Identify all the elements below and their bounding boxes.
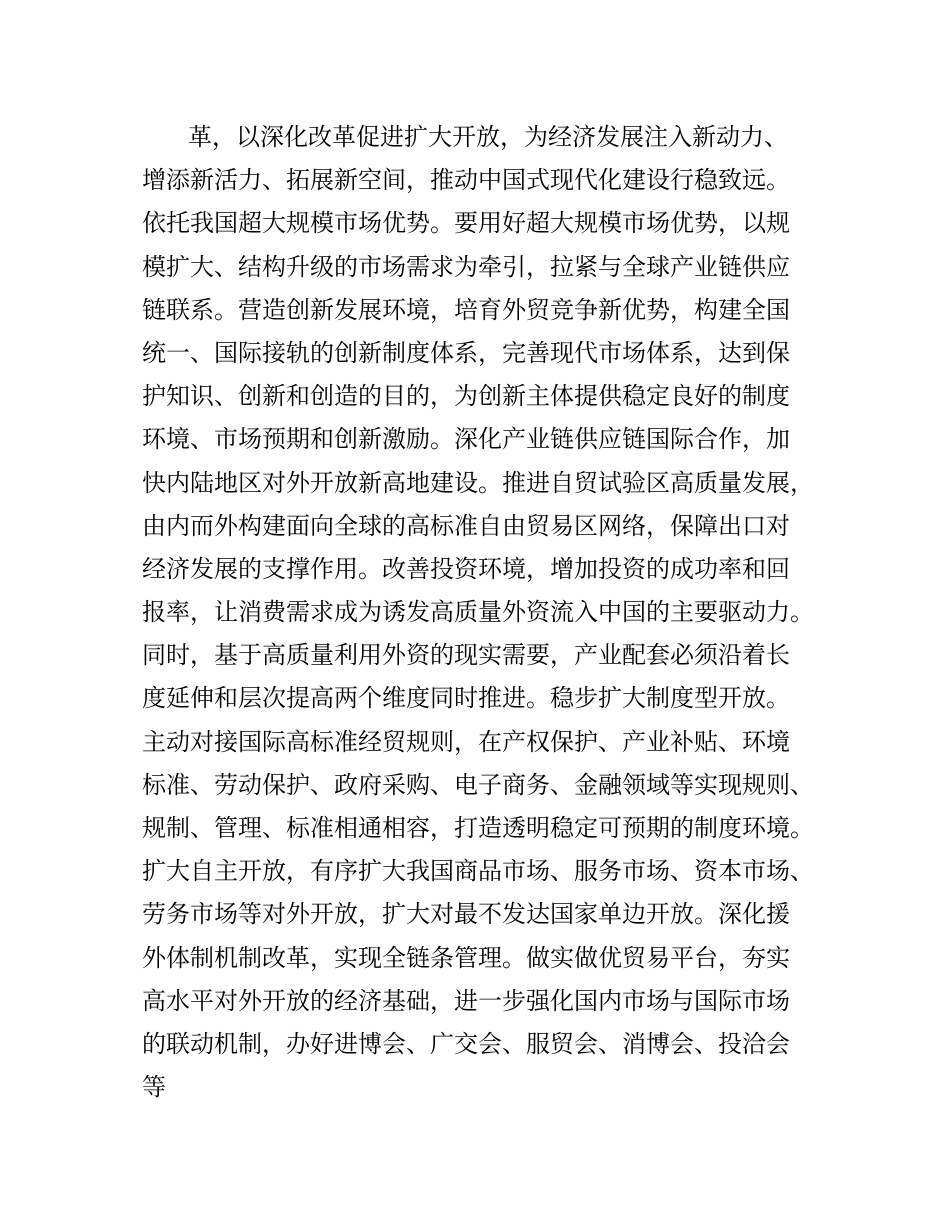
text-line: 依托我国超大规模市场优势。要用好超大规模市场优势，以规: [142, 209, 790, 238]
text-line: 环境、市场预期和创新激励。深化产业链供应链国际合作，加: [142, 425, 790, 454]
text-line: 统一、国际接轨的创新制度体系，完善现代市场体系，达到保: [142, 338, 790, 367]
text-line: 规制、管理、标准相通相容，打造透明稳定可预期的制度环境。: [142, 814, 814, 842]
text-line: 主动对接国际高标准经贸规则，在产权保护、产业补贴、环境: [142, 727, 790, 756]
text-line: 的联动机制，办好进博会、广交会、服贸会、消博会、投洽会: [142, 1029, 790, 1058]
text-line: 报率，让消费需求成为诱发高质量外资流入中国的主要驱动力。: [142, 598, 814, 627]
text-line: 标准、劳动保护、政府采购、电子商务、金融领域等实现规则、: [142, 770, 814, 799]
text-line: 高水平对外开放的经济基础，进一步强化国内市场与国际市场: [142, 986, 790, 1015]
text-line: 快内陆地区对外开放新高地建设。推进自贸试验区高质量发展，: [142, 468, 814, 497]
text-line: 增添新活力、拓展新空间，推动中国式现代化建设行稳致远。: [142, 166, 790, 195]
text-line: 度延伸和层次提高两个维度同时推进。稳步扩大制度型开放。: [142, 684, 790, 713]
text-line: 由内而外构建面向全球的高标准自由贸易区网络，保障出口对: [142, 511, 790, 540]
text-line: 等: [142, 1073, 166, 1102]
text-line: 链联系。营造创新发展环境，培育外贸竞争新优势，构建全国: [142, 295, 790, 324]
text-line: 劳务市场等对外开放，扩大对最不发达国家单边开放。深化援: [142, 900, 790, 929]
text-line: 经济发展的支撑作用。改善投资环境，增加投资的成功率和回: [142, 554, 790, 583]
text-line: 外体制机制改革，实现全链条管理。做实做优贸易平台，夯实: [142, 943, 790, 972]
text-line: 护知识、创新和创造的目的，为创新主体提供稳定良好的制度: [142, 382, 790, 411]
text-line: 同时，基于高质量利用外资的现实需要，产业配套必须沿着长: [142, 641, 790, 670]
text-line: 革，以深化改革促进扩大开放，为经济发展注入新动力、: [188, 123, 788, 151]
body-text: [142, 116, 842, 1109]
text-line: 扩大自主开放，有序扩大我国商品市场、服务市场、资本市场、: [142, 857, 814, 886]
text-line: 模扩大、结构升级的市场需求为牵引，拉紧与全球产业链供应: [142, 252, 790, 281]
